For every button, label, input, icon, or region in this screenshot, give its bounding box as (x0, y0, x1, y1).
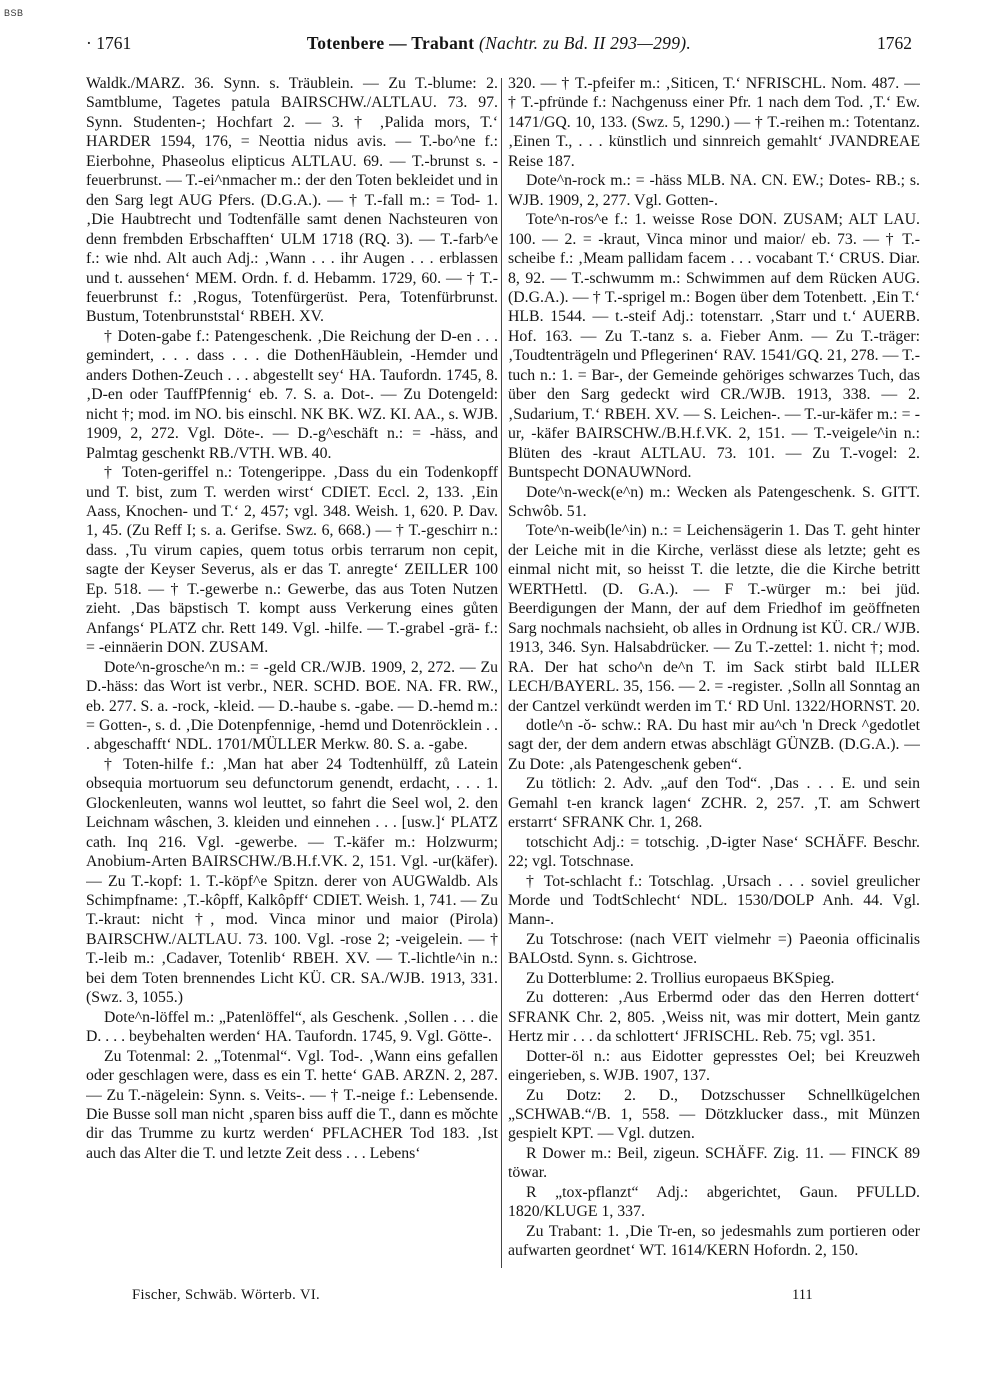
entry-paragraph: Zu tötlich: 2. Adv. „auf den Tod“. ‚Das . . . E. und sein Gemahl t-en kranck lagen‘ ZCHR. 2, 257. ‚T. am Schwert erstarrt‘ SFRANK Chr. 1, 268. (508, 775, 920, 832)
entry-paragraph: † Toten-geriffel n.: Totengerippe. ‚Dass du ein Todenkopff und T. bist, zum T. werden wirst‘ CDIET. Eccl. 2, 133. ‚Ein Aass, Knochen- und T.‘ 2, 457; vgl. 348. Weish. 1, 620. P. Dav. 1, 45. (Zu Reff I; s. a. Gerifse. Swz. 6, 668.) — † T.-geschirr n.: dass. ‚Tu virum capies, quem totus orbis terrarum non cepit, sagte der Keyser Severus, als er das T. anregte‘ ZEILLER 100 Ep. 518. — † T.-gewerbe n.: Gewerbe, das aus Toten Nutzen zieht. ‚Das bäpstisch T. kompt auss Verkerung eines gůten Anfangs‘ PLATZ chr. Rett 149. Vgl. -hilfe. — T.-grabel -grä- f.: = -einnäerin DON. ZUSAM. (86, 464, 498, 657)
entry-paragraph: Zu Totenmal: 2. „Totenmal“. Vgl. Tod-. ‚Wann eins gefallen oder geschlagen were, dass es ein T. hette‘ GAB. ARZN. 2, 287. — Zu T.-nägelein: Synn. s. Veits-. — † T.-neige f.: Lebensende. Die Busse soll man nicht ‚sparen biss auff die T., dann es mǒchte dir das Trumme zu kurtz werden‘ PFLACHER Tod 183. ‚Ist auch das Alter die T. und letzte Zeit dess . . . Lebens‘ (86, 1047, 498, 1162)
entry-paragraph: 320. — † T.-pfeifer m.: ‚Siticen, T.‘ NFRISCHL. Nom. 487. — † T.-pfründe f.: Nachgenuss einer Pfr. 1 nach dem Tod. ‚T.‘ Ew. 1471/GQ. 10, 133. (Swz. 5, 1290.) — † T.-reihen m.: Totentanz. ‚Einen T., . . . künstlich und sinnreich gemahlt‘ JVANDREAE Reise 187. (508, 75, 920, 170)
entry-paragraph: Dotter-öl n.: aus Eidotter gepresstes Oel; bei Kreuzweh eingerieben, s. WJB. 1907, 137. (508, 1047, 920, 1085)
left-column (86, 74, 498, 1269)
entry-paragraph: † Doten-gabe f.: Patengeschenk. ‚Die Reichung der D-en . . . gemindert, . . . dass . . . die DothenHäublein, -Hemder und anders Dothen-Zeuch . . . abgestellt sey‘ HA. Taufordn. 1745, 8. ‚D-en oder TauffPfennig‘ eb. 7. S. a. Dot-. — Zu Dotengeld: nicht †; mod. im NO. bis einschl. NK BK. WZ. KI. AA., s. WJB. 1909, 2, 272. Vgl. Döte-. — D.-g^eschäft n.: = -häss, and Palmtag geschenkt RB./VTH. WB. 40. (86, 327, 498, 462)
library-stamp: BSB (4, 8, 24, 18)
footer-signature-number: 111 (792, 1287, 813, 1303)
entry-paragraph: Zu Totschrose: (nach VEIT vielmehr =) Paeonia officinalis BALOstd. Synn. s. Gichtrose. (508, 930, 920, 968)
entry-paragraph: Dote^n-grosche^n m.: = -geld CR./WJB. 1909, 2, 272. — Zu D.-häss: das Wort ist verbr., NER. SCHD. BOE. NA. FR. RW., eb. 277. S. a. -rock, -kleid. — D.-haube s. -gabe. — D.-hemd m.: = Gotten-, s. d. ‚Die Dotenpfennige, -hemd und Dotenröcklein . . . abgeschafft‘ NDL. 1701/MÜLLER Merkw. 80. S. a. -gabe. (86, 658, 498, 754)
entry-paragraph: dotle^n -ŏ- schw.: RA. Du hast mir au^ch 'n Dreck ^gedotlet sagt der, der dem andern etwas abschlägt GÜNZB. (D.G.A.). — Zu Dote: ‚als Patengeschenk geben“. (508, 716, 920, 773)
entry-paragraph: Zu Dotz: 2. D., Dotzschusser Schnellkügelchen „SCHWAB.“/B. 1, 558. — Dötzklucker dass., mit Münzen gespielt KPT. — Vgl. dutzen. (508, 1086, 920, 1143)
entry-paragraph: totschicht Adj.: = totschig. ‚D-igter Nase‘ SCHÄFF. Beschr. 22; vgl. Totschnase. (508, 833, 920, 871)
entry-paragraph: Dote^n-weck(e^n) m.: Wecken als Patengeschenk. S. GITT. Schwôb. 51. (508, 483, 920, 520)
header-subtitle: (Nachtr. zu Bd. II 293—299). (479, 33, 692, 53)
left-page-number: · 1761 (86, 33, 132, 53)
entry-paragraph: Waldk./MARZ. 36. Synn. s. Träublein. — Zu T.-blume: 2. Samtblume, Tagetes patula BAIRSCHW./ALTLAU. 73. 97. Synn. Studenten-; Hochfart 2. — 3. † ‚Palida mors, T.‘ HARDER 1594, 176, = Neottia nidus avis. — T.-bo^ne f.: Eierbohne, Phaseolus elipticus ALTLAU. 69. — T.-brunst s. -feuerbrunst. — T.-ei^nmacher m.: der den Toten bekleidet und in den Sarg legt AUG Pfers. (D.G.A.). — † T.-fall m.: = Tod- 1. ‚Die Haubtrecht und Todtenfälle samt denen Nachsteuren von denn frembden Erbschafften‘ ULM 1718 (RQ. 3). — T.-farb^e f.: wie nhd. Alt auch Adj.: ‚Wann . . . ihr Augen . . . erblassen und t. aussehen‘ MEM. Ordn. f. d. Hebamm. 1729, 60. — † T.-feuerbrunst f.: ‚Rogus, Totenfürgerüst. Pera, Totenfürbrunst. Bustum, Totenbrunststal‘ RBEH. XV. (86, 75, 498, 326)
entry-paragraph: † Tot-schlacht f.: Totschlag. ‚Ursach . . . soviel greulicher Morde und TodtSchlecht‘ NDL. 1530/DOLP Anh. 44. Vgl. Mann-. (508, 872, 920, 929)
entry-paragraph: Zu dotteren: ‚Aus Erbermd oder das den Herren dottert‘ SFRANK Chr. 2, 805. ‚Weiss nit, was mir dottert, Mein gantz Hertz mir . . . da schlottert‘ JFRISCHL. Reb. 75; vgl. 351. (508, 989, 920, 1046)
entry-paragraph: Tote^n-weib(le^in) n.: = Leichensägerin 1. Das T. geht hinter der Leiche mit in die Kirche, verlässt diese als letzte; geht es einmal nicht mit, so heisst T. die letzte, die die Kirche betritt WERTHettl. (D. G.A.). — F T.-würger m.: bei jüd. Beerdigungen der Mann, der auf dem Friedhof im geöffneten Sarg nochmals nachsieht, ob alles in Ordnung ist KÜ. CR./ WJB. 1913, 346. Syn. Halsabdrücker. — Zu T.-zettel: 1. nicht †; mod. RA. Der hat scho^n de^n T. im Sack stirbt bald ILLER LECH/BAYERL. 35, 156. — 2. = -register. ‚Solln all Sonntag an der Cantzel verkündt werden im T.‘ RD Unl. 1322/HORNST. 20. (508, 522, 920, 715)
entry-paragraph: † Toten-hilfe f.: ‚Man hat aber 24 Todtenhülff, zů Latein obsequia mortuorum seu defunctorum genendt, erdacht, . . . 1. Glockenleuten, wanns wol leuttet, so fahrt die Seel wol, 2. den Leichnam wâschen, 3. kleiden und einnehen . . . [usw.]‘ PLATZ cath. Inq 216. Vgl. -gewerbe. — T.-käfer m.: Holzwurm; Anobium-Arten BAIRSCHW./B.H.f.VK. 2, 151. Vgl. -ur(käfer). — Zu T.-kopf: 1. T.-köpf^e Spitzn. derer von AUGWaldb. Als Schimpfname: ‚T.-kôpff, Kalkôpff‘ CDIET. Weish. 1, 741. — Zu T.-kraut: nicht †, mod. Vinca minor und maior (Pirola) BAIRSCHW./ALTLAU. 73. 100. Vgl. -rose 2; -veigelein. — † T.-leib m.: ‚Cadaver, Totenlib‘ RBEH. XV. — T.-lichtle^in n.: bei dem Toten brennendes Licht KÜ. CR. SA./WJB. 1913, 331. (Swz. 3, 1055.) (86, 755, 498, 1007)
entry-paragraph: Dote^n-rock m.: = -häss MLB. NA. CN. EW.; Dotes- RB.; s. WJB. 1909, 2, 277. Vgl. Gotten-. (508, 172, 920, 209)
column-divider (501, 78, 502, 1268)
entry-paragraph: R „tox-pflanzt“ Adj.: abgerichtet, Gaun. PFULLD. 1820/KLUGE 1, 337. (508, 1183, 920, 1221)
entry-paragraph: Tote^n-ros^e f.: 1. weisse Rose DON. ZUSAM; ALT LAU. 100. — 2. = -kraut, Vinca minor und maior/ eb. 73. — † T.-scheibe f.: ‚Meam pallidam facem . . . vocabant T.‘ CRUS. Diar. 8, 92. — T.-schwumm m.: Schwimmen auf dem Rücken AUG. (D.G.A.). — † T.-sprigel m.: Bogen über dem Totenbett. ‚Ein T.‘ HLB. 1544. — t.-steif Adj.: totenstarr. ‚Starr und t.‘ AUERB. Hof. 163. — Zu T.-tanz s. a. Fieber Anm. — Zu T.-träger: ‚Toudtenträgeln und Pflegerinen‘ RAV. 1541/GQ. 21, 278. — T.-tuch n.: 1. = Bar-, der Gemeinde gehöriges schwarzes Tuch, das über den Sarg gedeckt wird CR./WJB. 1913, 338. — 2. ‚Sudarium, T.‘ RBEH. XV. — S. Leichen-. — T.-ur-käfer m.: = -ur, -käfer BAIRSCHW./B.H.f.VK. 2, 151. — T.-veigele^in n.: Blüten des -kraut ALTLAU. 73. 101. — Zu T.-vogel: 2. Buntspecht DONAUWNord. (508, 211, 920, 482)
right-page-number: 1762 (877, 33, 912, 53)
page-footer (132, 1287, 910, 1311)
entry-paragraph: Dote^n-löffel m.: „Patenlöffel“, als Geschenk. ‚Sollen . . . die D. . . . beybehalten werden‘ HA. Taufordn. 1745, 9. Vgl. Götte-. (86, 1008, 498, 1046)
entry-paragraph: Zu Trabant: 1. ‚Die Tr-en, so jedesmahls zum portieren oder aufwarten geordnet‘ WT. 1614/KERN Hofordn. 2, 150. (508, 1222, 920, 1260)
footer-publication: Fischer, Schwäb. Wörterb. VI. (132, 1287, 321, 1303)
running-title (86, 33, 912, 54)
right-column (508, 74, 920, 1269)
entry-paragraph: R Dower m.: Beil, zigeun. SCHÄFF. Zig. 11. — FINCK 89 töwar. (508, 1144, 920, 1182)
header-title: Totenbere — Trabant (306, 33, 475, 53)
entry-paragraph: Zu Dotterblume: 2. Trollius europaeus BKSpieg. (526, 969, 835, 987)
running-header (86, 33, 912, 59)
